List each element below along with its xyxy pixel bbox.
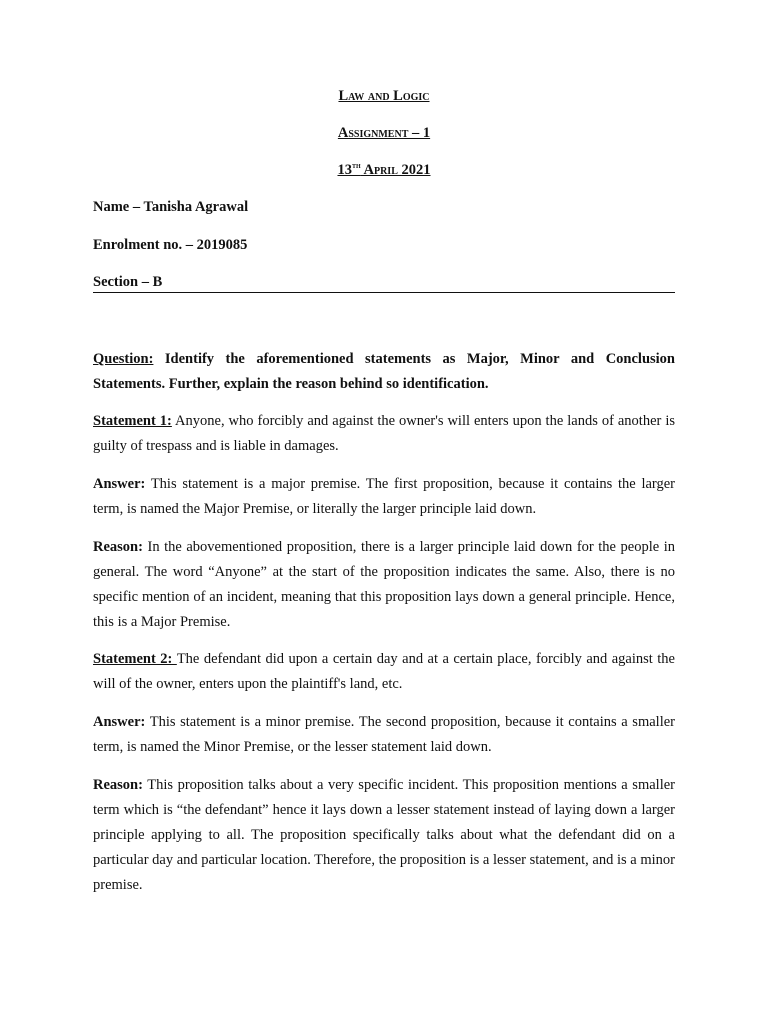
- date-suffix: th: [352, 161, 361, 171]
- section: Section – B: [93, 274, 163, 290]
- question-label: Question:: [93, 351, 154, 367]
- answer-2-paragraph: [93, 710, 675, 760]
- statement-2-paragraph: [93, 647, 675, 697]
- statement-2-text: The defendant did upon a certain day and at a certain place, forcibly and against the will of the owner, enters upon the plaintiff's land, etc.: [93, 651, 675, 692]
- reason-2-label: Reason:: [93, 777, 143, 793]
- horizontal-divider: [93, 292, 675, 293]
- date-day: 13: [337, 162, 352, 178]
- question-text: Identify the aforementioned statements as Major, Minor and Conclusion Statements. Further, explain the reason behind so identification.: [93, 351, 675, 392]
- reason-1-label: Reason:: [93, 539, 143, 555]
- date-heading: [93, 161, 675, 179]
- answer-1-paragraph: [93, 472, 675, 522]
- question-paragraph: [93, 347, 675, 397]
- reason-2-paragraph: [93, 773, 675, 898]
- answer-2-text: This statement is a minor premise. The second proposition, because it contains a smaller term, is named the Minor Premise, or the lesser statement laid down.: [93, 714, 675, 755]
- reason-2-text: This proposition talks about a very specific incident. This proposition mentions a smaller term which is “the defendant” hence it lays down a lesser statement instead of laying down a larger principle applying to all. The proposition specifically talks about what the defendant did on a particular day and particular location. Therefore, the proposition is a lesser statement, and is a minor premise.: [93, 777, 675, 893]
- date-month-year: April 2021: [360, 162, 431, 178]
- answer-2-label: Answer:: [93, 714, 146, 730]
- assignment-heading: Assignment – 1: [337, 125, 431, 141]
- statement-1-label: Statement 1:: [93, 413, 172, 429]
- enrolment-number: Enrolment no. – 2019085: [93, 237, 248, 253]
- reason-1-text: In the abovementioned proposition, there is a larger principle laid down for the people in general. The word “Anyone” at the start of the proposition indicates the same. Also, there is no specific mention of an incident, meaning that this proposition lays down a general principle. Hence, this is a Major Premise.: [93, 539, 675, 630]
- document-title: Law and Logic: [338, 88, 430, 104]
- answer-1-label: Answer:: [93, 476, 146, 492]
- statement-2-label: Statement 2:: [93, 651, 177, 667]
- statement-1-paragraph: [93, 409, 675, 459]
- student-name: Name – Tanisha Agrawal: [93, 199, 249, 215]
- reason-1-paragraph: [93, 535, 675, 635]
- statement-1-text: Anyone, who forcibly and against the owner's will enters upon the lands of another is guilty of trespass and is liable in damages.: [93, 413, 675, 454]
- answer-1-text: This statement is a major premise. The first proposition, because it contains the larger term, is named the Major Premise, or literally the larger principle laid down.: [93, 476, 675, 517]
